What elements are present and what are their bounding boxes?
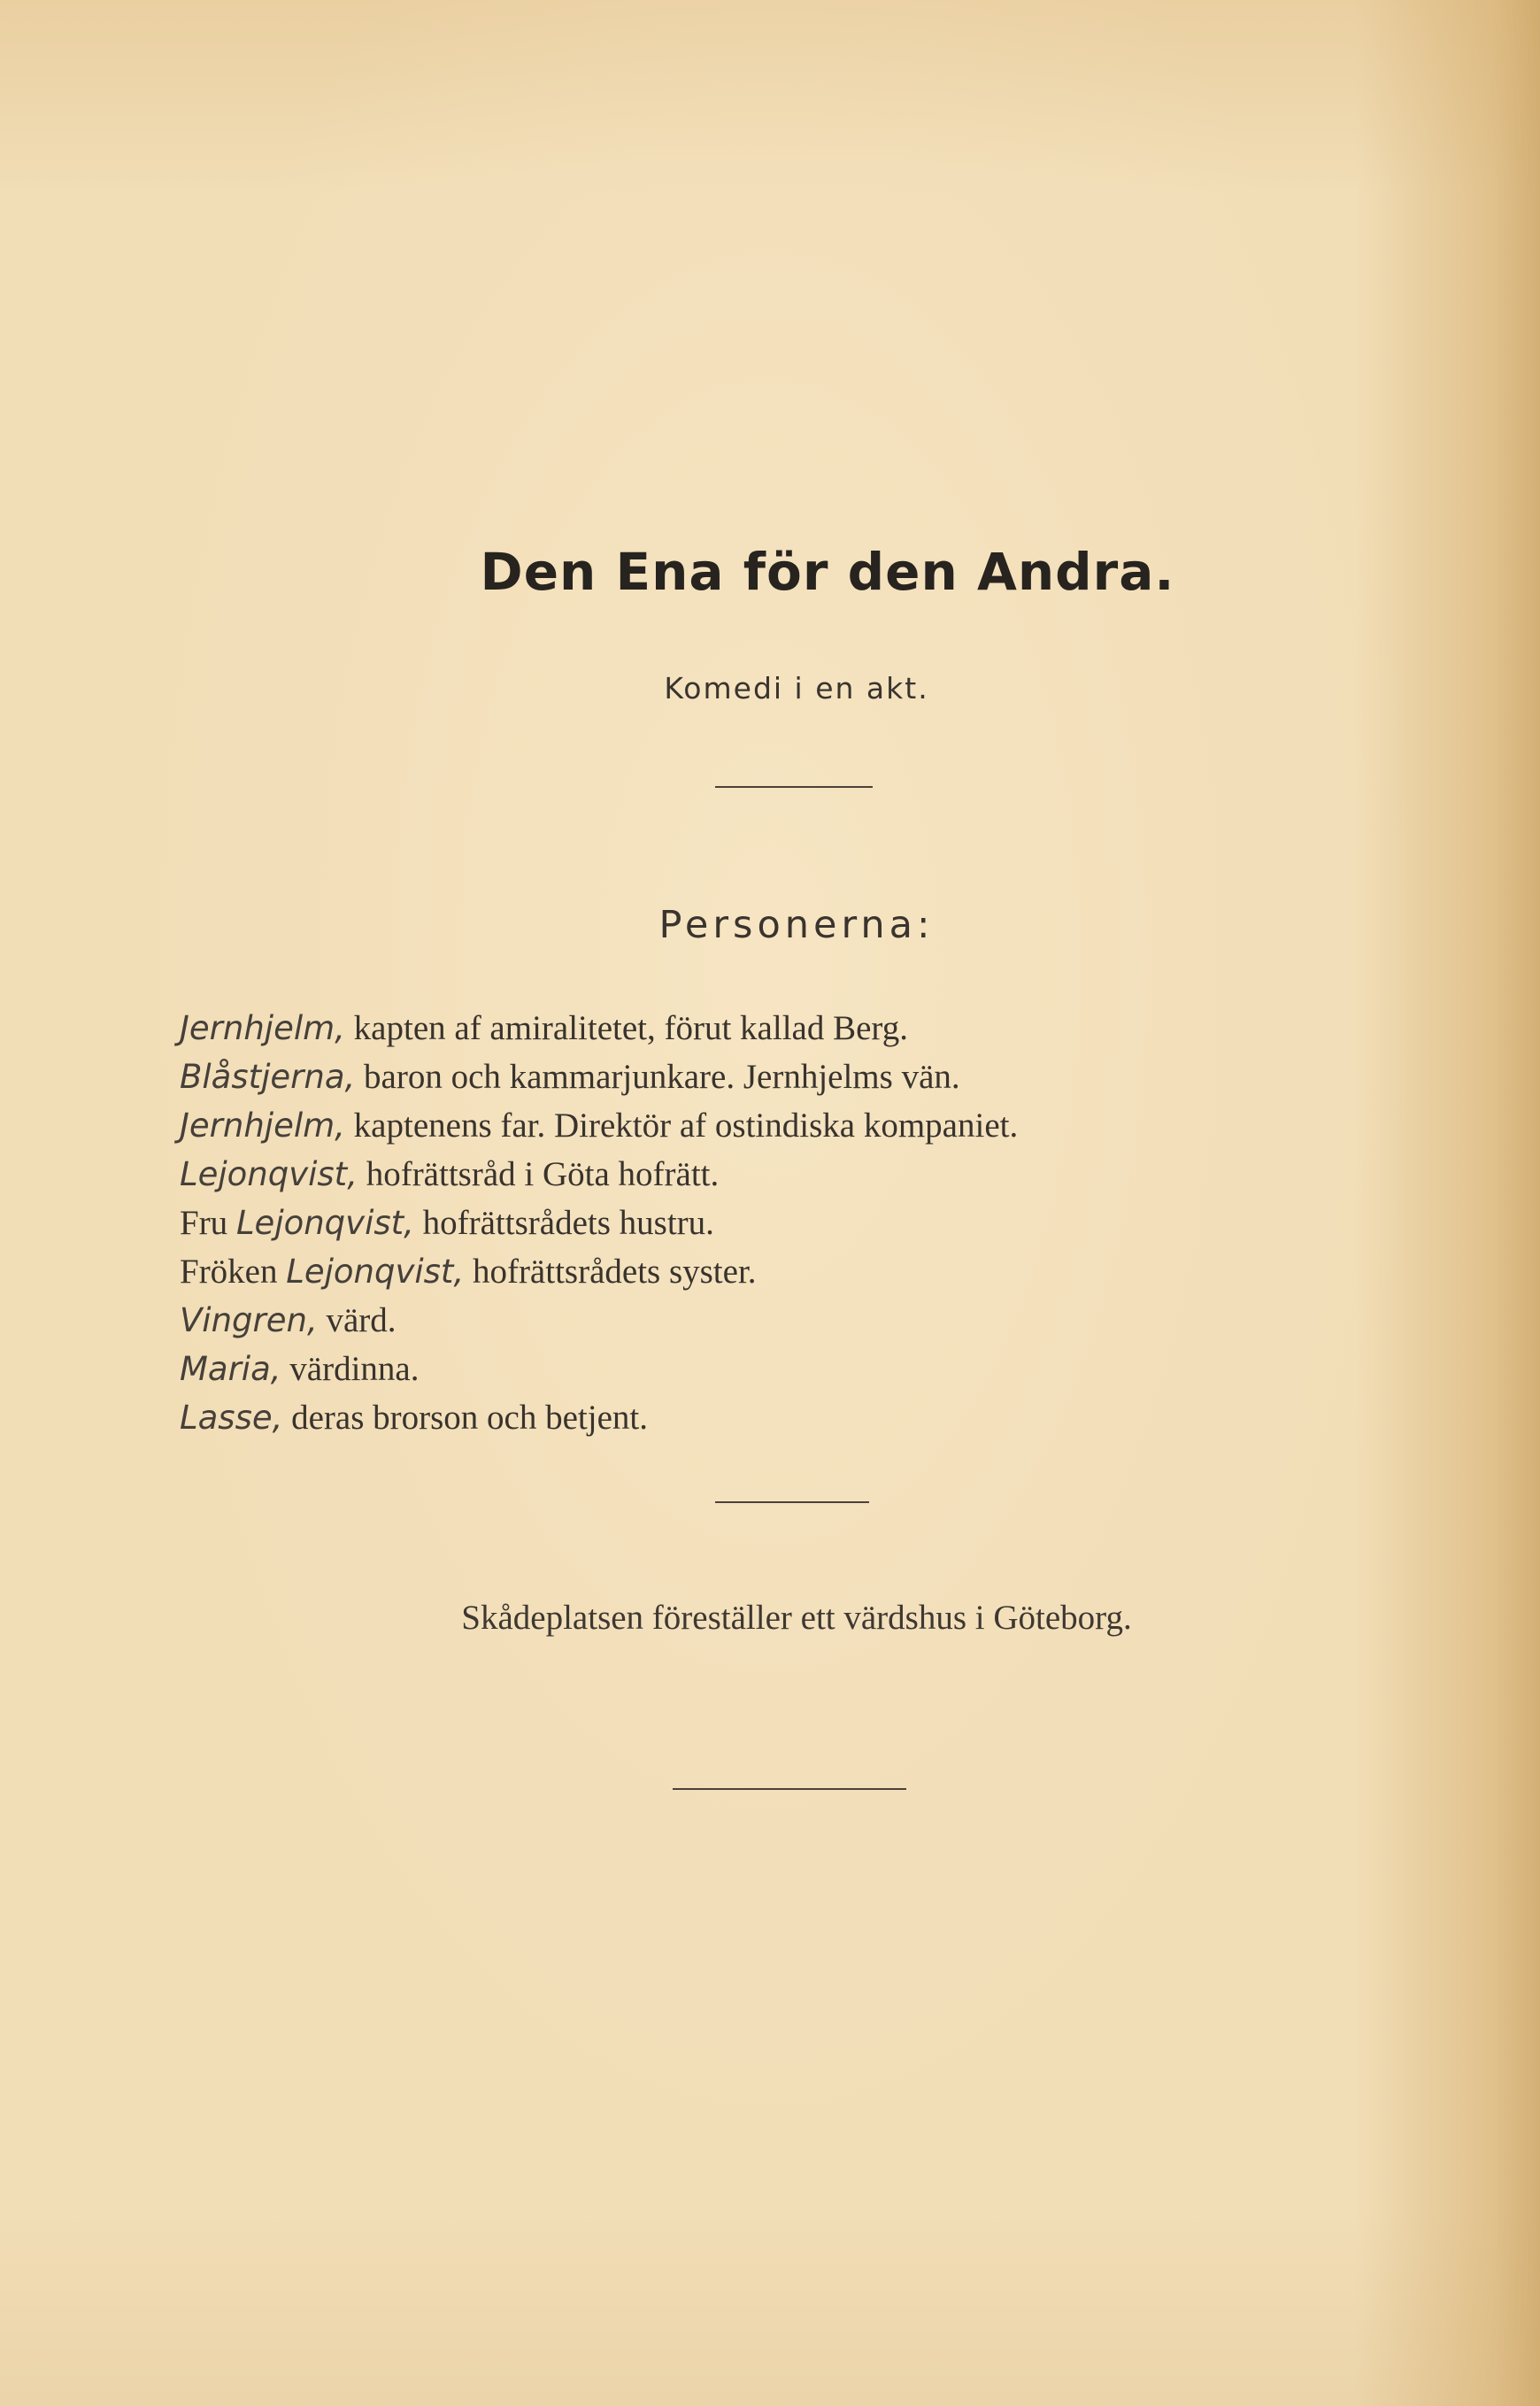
cast-prefix: Fru xyxy=(180,1204,236,1242)
cast-list xyxy=(180,1004,1018,1442)
cast-item xyxy=(180,1393,1018,1442)
cast-name: Lejonqvist, xyxy=(235,1204,414,1242)
cast-name: Lejonqvist, xyxy=(180,1155,358,1193)
setting-note: Skådeplatsen föreställer ett värdshus i Göteborg. xyxy=(461,1599,1132,1637)
divider-rule xyxy=(715,1501,869,1503)
divider-rule xyxy=(715,786,873,788)
cast-item xyxy=(180,1053,1018,1101)
cast-heading: Personerna: xyxy=(658,903,935,947)
cast-name: Blåstjerna, xyxy=(180,1058,356,1096)
cast-item xyxy=(180,1004,1018,1053)
cast-description: värd. xyxy=(326,1301,397,1339)
cast-item xyxy=(180,1247,1018,1296)
play-subtitle: Komedi i en akt. xyxy=(664,671,929,706)
cast-prefix: Fröken xyxy=(180,1253,287,1291)
cast-description: baron och kammarjunkare. Jernhjelms vän. xyxy=(364,1058,960,1096)
cast-description: hofrättsrådets syster. xyxy=(472,1253,757,1291)
cast-name: Lejonqvist, xyxy=(286,1253,465,1291)
cast-item xyxy=(180,1296,1018,1345)
cast-description: kaptenens far. Direktör af ostindiska kompaniet. xyxy=(353,1107,1019,1145)
cast-name: Vingren, xyxy=(180,1301,318,1339)
cast-name: Maria, xyxy=(180,1350,281,1388)
cast-description: kapten af amiralitetet, förut kallad Berg. xyxy=(353,1009,908,1047)
divider-rule xyxy=(673,1788,906,1790)
cast-item xyxy=(180,1101,1018,1150)
cast-item xyxy=(180,1199,1018,1247)
cast-name: Jernhjelm, xyxy=(180,1107,345,1145)
play-title: Den Ena för den Andra. xyxy=(480,542,1175,602)
cast-description: hofrättsråd i Göta hofrätt. xyxy=(366,1155,720,1193)
cast-description: deras brorson och betjent. xyxy=(291,1399,648,1437)
cast-name: Lasse, xyxy=(180,1399,283,1437)
cast-item xyxy=(180,1150,1018,1199)
cast-name: Jernhjelm, xyxy=(180,1009,345,1047)
cast-description: värdinna. xyxy=(289,1350,420,1388)
cast-item xyxy=(180,1345,1018,1393)
cast-description: hofrättsrådets hustru. xyxy=(422,1204,714,1242)
